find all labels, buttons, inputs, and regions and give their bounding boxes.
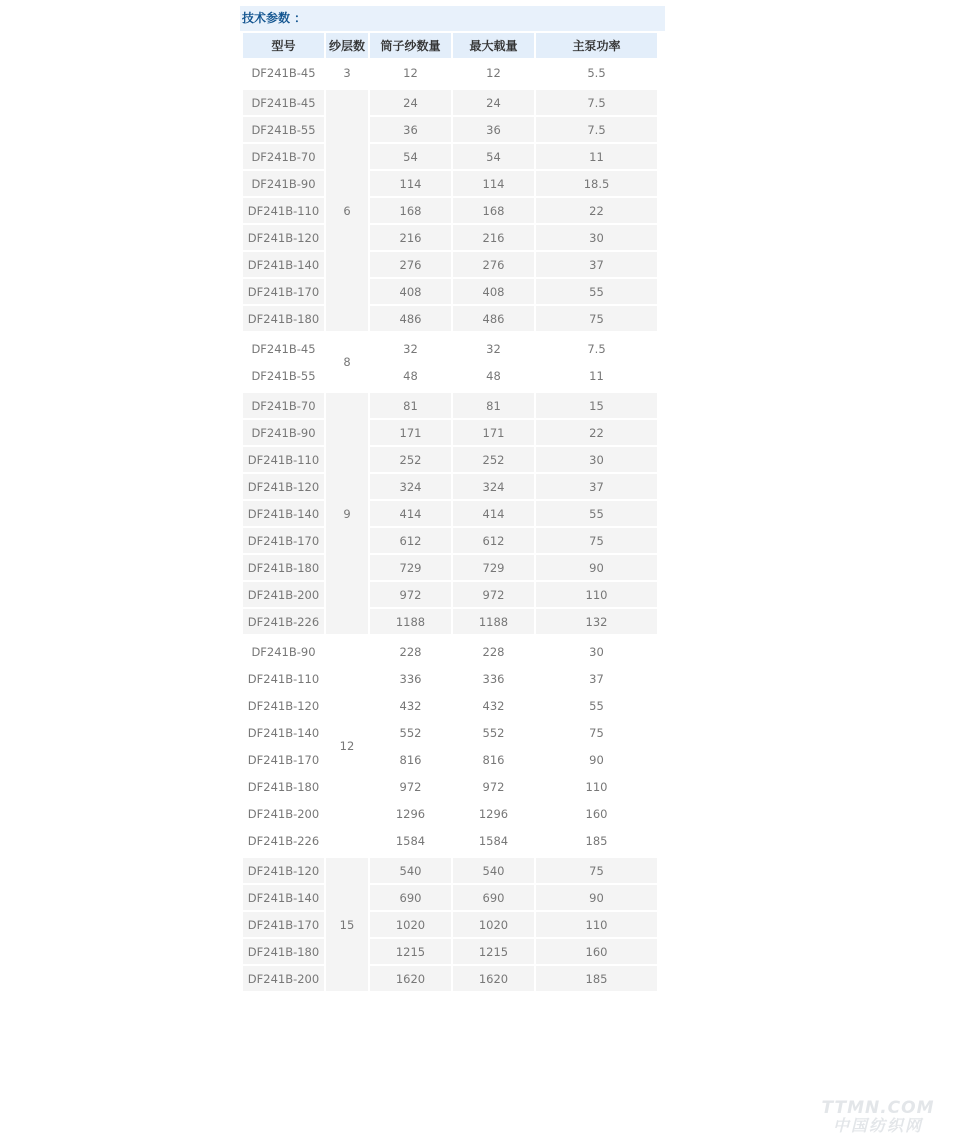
cell-model: DF241B-226: [243, 609, 324, 634]
cell-main-pump-power: 185: [536, 966, 657, 991]
cell-model: DF241B-55: [243, 363, 324, 388]
table-row: [243, 393, 657, 418]
cell-max-load: 336: [453, 666, 534, 691]
cell-main-pump-power: 15: [536, 393, 657, 418]
cell-tube-count: 1584: [370, 828, 451, 853]
cell-tube-count: 168: [370, 198, 451, 223]
cell-main-pump-power: 37: [536, 666, 657, 691]
cell-model: DF241B-180: [243, 306, 324, 331]
cell-tube-count: 1215: [370, 939, 451, 964]
cell-model: DF241B-70: [243, 144, 324, 169]
cell-main-pump-power: 75: [536, 306, 657, 331]
cell-max-load: 552: [453, 720, 534, 745]
table-row: [243, 555, 657, 580]
table-row: [243, 666, 657, 691]
cell-main-pump-power: 30: [536, 447, 657, 472]
cell-main-pump-power: 160: [536, 939, 657, 964]
cell-max-load: 408: [453, 279, 534, 304]
cell-tube-count: 612: [370, 528, 451, 553]
cell-max-load: 114: [453, 171, 534, 196]
cell-max-load: 54: [453, 144, 534, 169]
cell-tube-count: 171: [370, 420, 451, 445]
cell-tube-count: 552: [370, 720, 451, 745]
group-separator-cell: [243, 636, 657, 637]
cell-max-load: 48: [453, 363, 534, 388]
table-row: [243, 693, 657, 718]
cell-max-load: 1584: [453, 828, 534, 853]
cell-model: DF241B-120: [243, 858, 324, 883]
cell-max-load: 432: [453, 693, 534, 718]
table-row: [243, 501, 657, 526]
cell-max-load: 168: [453, 198, 534, 223]
cell-model: DF241B-140: [243, 501, 324, 526]
group-separator: [243, 333, 657, 334]
cell-layers: 15: [326, 858, 368, 991]
group-separator-cell: [243, 333, 657, 334]
table-row: [243, 912, 657, 937]
cell-max-load: 32: [453, 336, 534, 361]
cell-main-pump-power: 132: [536, 609, 657, 634]
table-row: [243, 828, 657, 853]
group-separator: [243, 390, 657, 391]
cell-tube-count: 12: [370, 60, 451, 85]
cell-model: DF241B-90: [243, 420, 324, 445]
cell-model: DF241B-226: [243, 828, 324, 853]
table-row: [243, 144, 657, 169]
group-separator-cell: [243, 390, 657, 391]
cell-tube-count: 228: [370, 639, 451, 664]
cell-tube-count: 972: [370, 774, 451, 799]
cell-model: DF241B-45: [243, 336, 324, 361]
cell-tube-count: 972: [370, 582, 451, 607]
table-body: [243, 60, 657, 991]
table-row: [243, 747, 657, 772]
cell-model: DF241B-140: [243, 720, 324, 745]
cell-model: DF241B-90: [243, 639, 324, 664]
cell-tube-count: 729: [370, 555, 451, 580]
cell-tube-count: 690: [370, 885, 451, 910]
cell-main-pump-power: 185: [536, 828, 657, 853]
cell-main-pump-power: 37: [536, 474, 657, 499]
table-row: [243, 774, 657, 799]
cell-max-load: 171: [453, 420, 534, 445]
cell-tube-count: 324: [370, 474, 451, 499]
site-watermark: [818, 1100, 938, 1135]
cell-main-pump-power: 22: [536, 198, 657, 223]
cell-tube-count: 1020: [370, 912, 451, 937]
cell-model: DF241B-90: [243, 171, 324, 196]
cell-max-load: 414: [453, 501, 534, 526]
cell-main-pump-power: 55: [536, 693, 657, 718]
cell-layers: 12: [326, 639, 368, 853]
section-title: 技术参数 ：: [240, 6, 665, 31]
cell-main-pump-power: 55: [536, 279, 657, 304]
cell-main-pump-power: 22: [536, 420, 657, 445]
cell-max-load: 972: [453, 582, 534, 607]
cell-main-pump-power: 90: [536, 747, 657, 772]
cell-tube-count: 48: [370, 363, 451, 388]
group-separator-cell: [243, 87, 657, 88]
table-row: [243, 60, 657, 85]
cell-layers: 9: [326, 393, 368, 634]
cell-model: DF241B-120: [243, 693, 324, 718]
cell-main-pump-power: 37: [536, 252, 657, 277]
cell-model: DF241B-170: [243, 912, 324, 937]
watermark-line1: TTMN.COM: [821, 1098, 935, 1118]
cell-max-load: 36: [453, 117, 534, 142]
cell-max-load: 1188: [453, 609, 534, 634]
cell-tube-count: 432: [370, 693, 451, 718]
table-row: [243, 447, 657, 472]
table-row: [243, 528, 657, 553]
cell-layers: 8: [326, 336, 368, 388]
table-row: [243, 966, 657, 991]
cell-main-pump-power: 160: [536, 801, 657, 826]
cell-layers: 3: [326, 60, 368, 85]
cell-main-pump-power: 7.5: [536, 336, 657, 361]
group-separator: [243, 87, 657, 88]
table-row: [243, 306, 657, 331]
table-row: [243, 582, 657, 607]
cell-max-load: 228: [453, 639, 534, 664]
cell-main-pump-power: 110: [536, 774, 657, 799]
cell-max-load: 816: [453, 747, 534, 772]
cell-max-load: 1020: [453, 912, 534, 937]
cell-model: DF241B-180: [243, 774, 324, 799]
cell-tube-count: 24: [370, 90, 451, 115]
cell-tube-count: 276: [370, 252, 451, 277]
cell-model: DF241B-55: [243, 117, 324, 142]
header-max-load: 最大载量: [453, 33, 534, 58]
cell-max-load: 540: [453, 858, 534, 883]
cell-main-pump-power: 7.5: [536, 90, 657, 115]
cell-max-load: 729: [453, 555, 534, 580]
table-row: [243, 336, 657, 361]
cell-max-load: 1620: [453, 966, 534, 991]
cell-max-load: 252: [453, 447, 534, 472]
table-row: [243, 90, 657, 115]
cell-model: DF241B-200: [243, 801, 324, 826]
cell-max-load: 216: [453, 225, 534, 250]
cell-main-pump-power: 110: [536, 912, 657, 937]
cell-model: DF241B-45: [243, 60, 324, 85]
table-header-row: [243, 33, 657, 58]
cell-model: DF241B-180: [243, 939, 324, 964]
cell-tube-count: 1620: [370, 966, 451, 991]
cell-model: DF241B-200: [243, 582, 324, 607]
cell-tube-count: 1188: [370, 609, 451, 634]
table-row: [243, 720, 657, 745]
cell-main-pump-power: 75: [536, 528, 657, 553]
cell-max-load: 612: [453, 528, 534, 553]
cell-model: DF241B-170: [243, 528, 324, 553]
cell-main-pump-power: 7.5: [536, 117, 657, 142]
cell-tube-count: 216: [370, 225, 451, 250]
cell-model: DF241B-170: [243, 279, 324, 304]
cell-tube-count: 32: [370, 336, 451, 361]
table-row: [243, 225, 657, 250]
cell-model: DF241B-200: [243, 966, 324, 991]
cell-max-load: 1215: [453, 939, 534, 964]
header-model: 型号: [243, 33, 324, 58]
cell-tube-count: 414: [370, 501, 451, 526]
table-row: [243, 801, 657, 826]
table-row: [243, 858, 657, 883]
cell-model: DF241B-110: [243, 198, 324, 223]
cell-tube-count: 114: [370, 171, 451, 196]
header-layers: 纱层数: [326, 33, 368, 58]
cell-main-pump-power: 11: [536, 144, 657, 169]
cell-main-pump-power: 75: [536, 720, 657, 745]
cell-max-load: 81: [453, 393, 534, 418]
cell-max-load: 12: [453, 60, 534, 85]
cell-max-load: 1296: [453, 801, 534, 826]
cell-main-pump-power: 11: [536, 363, 657, 388]
table-row: [243, 639, 657, 664]
cell-tube-count: 252: [370, 447, 451, 472]
cell-main-pump-power: 5.5: [536, 60, 657, 85]
cell-main-pump-power: 18.5: [536, 171, 657, 196]
cell-tube-count: 36: [370, 117, 451, 142]
table-row: [243, 252, 657, 277]
table-row: [243, 279, 657, 304]
table-row: [243, 117, 657, 142]
cell-max-load: 486: [453, 306, 534, 331]
cell-model: DF241B-110: [243, 447, 324, 472]
cell-max-load: 24: [453, 90, 534, 115]
cell-model: DF241B-45: [243, 90, 324, 115]
cell-max-load: 690: [453, 885, 534, 910]
cell-layers: 6: [326, 90, 368, 331]
table-row: [243, 885, 657, 910]
cell-main-pump-power: 55: [536, 501, 657, 526]
table-row: [243, 420, 657, 445]
cell-tube-count: 81: [370, 393, 451, 418]
table-row: [243, 609, 657, 634]
table-row: [243, 939, 657, 964]
cell-model: DF241B-140: [243, 252, 324, 277]
cell-model: DF241B-170: [243, 747, 324, 772]
cell-tube-count: 486: [370, 306, 451, 331]
cell-max-load: 324: [453, 474, 534, 499]
cell-model: DF241B-140: [243, 885, 324, 910]
cell-tube-count: 408: [370, 279, 451, 304]
group-separator-cell: [243, 855, 657, 856]
header-tube-count: 筒子纱数量: [370, 33, 451, 58]
cell-model: DF241B-70: [243, 393, 324, 418]
cell-tube-count: 54: [370, 144, 451, 169]
cell-main-pump-power: 75: [536, 858, 657, 883]
cell-model: DF241B-120: [243, 225, 324, 250]
cell-tube-count: 1296: [370, 801, 451, 826]
cell-main-pump-power: 90: [536, 555, 657, 580]
group-separator: [243, 636, 657, 637]
cell-tube-count: 816: [370, 747, 451, 772]
parameters-table: [241, 31, 659, 993]
cell-max-load: 276: [453, 252, 534, 277]
cell-main-pump-power: 110: [536, 582, 657, 607]
table-row: [243, 363, 657, 388]
cell-main-pump-power: 90: [536, 885, 657, 910]
cell-model: DF241B-110: [243, 666, 324, 691]
cell-max-load: 972: [453, 774, 534, 799]
cell-tube-count: 540: [370, 858, 451, 883]
table-row: [243, 171, 657, 196]
table-row: [243, 198, 657, 223]
header-main-pump-power: 主泵功率: [536, 33, 657, 58]
cell-model: DF241B-180: [243, 555, 324, 580]
cell-model: DF241B-120: [243, 474, 324, 499]
cell-tube-count: 336: [370, 666, 451, 691]
cell-main-pump-power: 30: [536, 225, 657, 250]
watermark-line2: 中国纺织网: [832, 1115, 923, 1135]
cell-main-pump-power: 30: [536, 639, 657, 664]
table-row: [243, 474, 657, 499]
group-separator: [243, 855, 657, 856]
